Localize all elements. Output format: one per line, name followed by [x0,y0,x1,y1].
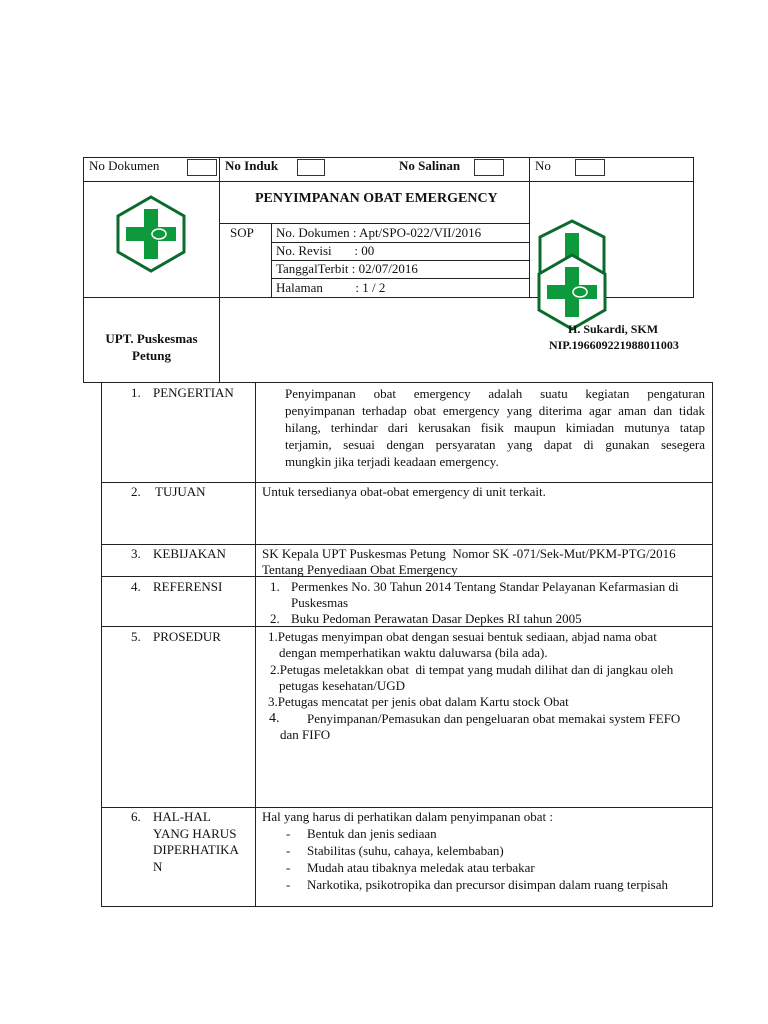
section-label-referensi: REFERENSI [153,579,223,594]
referensi-item: Buku Pedoman Perawatan Dasar Depkes RI tahun 2005 [291,611,582,626]
no-box [575,159,605,176]
meta-no-dokumen: No. Dokumen : Apt/SPO-022/VII/2016 [276,225,482,240]
referensi-item-number: 2. [270,611,280,626]
prosedur-step-4: Penyimpanan/Pemasukan dan pengeluaran obat memakai system FEFO [307,711,681,726]
prosedur-step-4-number: 4. [269,711,280,726]
section-number: 6. [131,809,141,824]
referensi-item-number: 1. [270,579,280,594]
prosedur-step-2-cont: petugas kesehatan/UGD [279,678,405,693]
hal-list [286,825,668,893]
no-dokumen-label: No Dokumen [89,158,160,173]
prosedur-step-2: 2.Petugas meletakkan obat di tempat yang mudah dilihat dan di jangkau oleh [270,662,674,677]
section-label-tujuan: TUJUAN [155,484,206,499]
section-number: 2. [131,484,141,499]
kebijakan-line1: SK Kepala UPT Puskesmas Petung Nomor SK -071/Sek-Mut/PKM-PTG/2016 [262,546,676,561]
list-item: - Stabilitas (suhu, cahaya, kelembaban) [286,843,504,858]
no-induk-label: No Induk [225,158,279,173]
section-label-prosedur: PROSEDUR [153,629,221,644]
hal-intro: Hal yang harus di perhatikan dalam penyimpanan obat : [262,809,553,824]
section-label-kebijakan: KEBIJAKAN [153,546,226,561]
referensi-item-cont: Puskesmas [291,595,349,610]
puskesmas-stamp-logo [535,252,609,332]
meta-tanggal-terbit: TanggalTerbit : 02/07/2016 [276,261,418,276]
section-label-hal: HAL-HAL YANG HARUS DIPERHATIKA N [153,809,239,874]
list-item: - Narkotika, psikotropika dan precursor disimpan dalam ruang terpisah [286,877,669,892]
organization-name: UPT. Puskesmas Petung [105,331,198,363]
prosedur-step-1: 1.Petugas menyimpan obat dengan sesuai bentuk sediaan, abjad nama obat [268,629,657,644]
pengertian-text: Penyimpanan obat emergency adalah suatu kegiatan pengaturan penyimpanan terhadap obat emergency yang diterima agar aman dan tidak hilang, terhindar dari kerusakan fisik maupun kimiadan mutunya tatap terjamin, sesuai dengan persyaratan yang dapat di gunakan sesegera mungkin jika terjadi keadaan emergency. [285,386,705,469]
tujuan-text: Untuk tersedianya obat-obat emergency di unit terkait. [262,484,546,499]
section-label-pengertian: PENGERTIAN [153,385,234,400]
section-number: 4. [131,579,141,594]
prosedur-step-1-cont: dengan memperhatikan waktu daluwarsa (bila ada). [279,645,548,660]
no-salinan-label: No Salinan [399,158,461,173]
no-label: No [535,158,551,173]
list-item: - Mudah atau tibaknya meledak atau terbakar [286,860,535,875]
kebijakan-line2: Tentang Penyediaan Obat Emergency [262,562,458,577]
no-salinan-box [474,159,504,176]
puskesmas-logo-left [114,194,188,274]
signer-name: H. Sukardi, SKM [568,322,659,336]
section-number: 5. [131,629,141,644]
list-item: - Bentuk dan jenis sediaan [286,826,437,841]
prosedur-step-4-cont: dan FIFO [280,727,331,742]
no-dokumen-box [187,159,217,176]
referensi-item: Permenkes No. 30 Tahun 2014 Tentang Standar Pelayanan Kefarmasian di [291,579,679,594]
section-number: 1. [131,385,141,400]
prosedur-step-3: 3.Petugas mencatat per jenis obat dalam Kartu stock Obat [268,694,569,709]
meta-halaman: Halaman : 1 / 2 [276,280,386,295]
meta-no-revisi: No. Revisi : 00 [276,243,375,258]
signer-nip: NIP.196609221988011003 [549,338,679,352]
no-induk-box [297,159,325,176]
document-title: PENYIMPANAN OBAT EMERGENCY [255,191,498,206]
sop-label: SOP [230,225,254,240]
section-number: 3. [131,546,141,561]
